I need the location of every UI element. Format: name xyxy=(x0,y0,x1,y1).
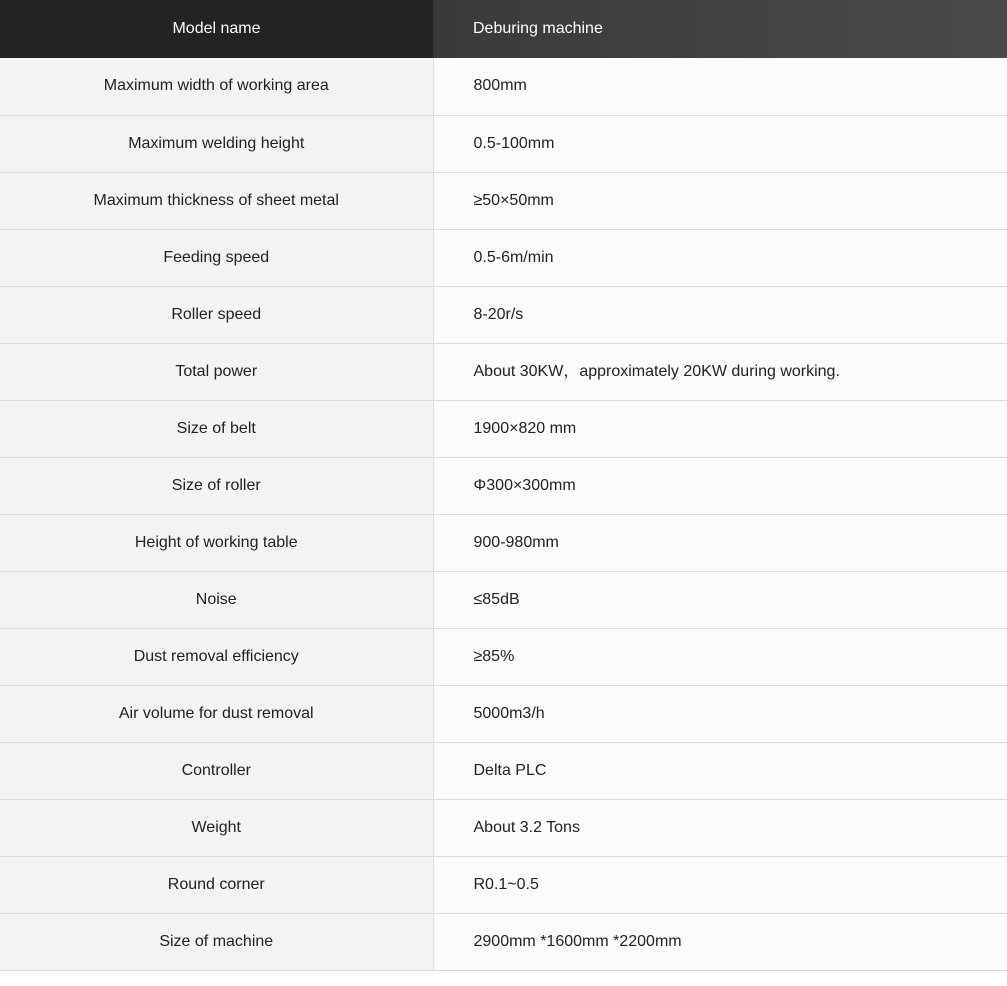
header-model-value: Deburing machine xyxy=(433,0,1007,58)
row-label: Size of belt xyxy=(0,400,433,457)
row-label: Controller xyxy=(0,742,433,799)
row-value: 800mm xyxy=(433,58,1007,115)
table-row xyxy=(0,286,1007,343)
row-label: Feeding speed xyxy=(0,229,433,286)
row-label: Maximum thickness of sheet metal xyxy=(0,172,433,229)
table-row xyxy=(0,58,1007,115)
row-label: Round corner xyxy=(0,856,433,913)
row-label: Noise xyxy=(0,571,433,628)
row-label: Size of roller xyxy=(0,457,433,514)
table-row xyxy=(0,457,1007,514)
row-label: Maximum welding height xyxy=(0,115,433,172)
table-row xyxy=(0,115,1007,172)
row-value: ≤85dB xyxy=(433,571,1007,628)
row-value: Delta PLC xyxy=(433,742,1007,799)
row-value: Φ300×300mm xyxy=(433,457,1007,514)
table-row xyxy=(0,856,1007,913)
row-value: 0.5-6m/min xyxy=(433,229,1007,286)
row-value: About 3.2 Tons xyxy=(433,799,1007,856)
table-row xyxy=(0,571,1007,628)
table-row xyxy=(0,628,1007,685)
row-value: 1900×820 mm xyxy=(433,400,1007,457)
table-row xyxy=(0,742,1007,799)
row-value: 8-20r/s xyxy=(433,286,1007,343)
table-row xyxy=(0,913,1007,970)
row-value: 900-980mm xyxy=(433,514,1007,571)
row-value: R0.1~0.5 xyxy=(433,856,1007,913)
header-model-name: Model name xyxy=(0,0,433,58)
row-label: Size of machine xyxy=(0,913,433,970)
row-label: Roller speed xyxy=(0,286,433,343)
row-label: Height of working table xyxy=(0,514,433,571)
row-value: About 30KW，approximately 20KW during working. xyxy=(433,343,1007,400)
table-row xyxy=(0,799,1007,856)
row-value: 2900mm *1600mm *2200mm xyxy=(433,913,1007,970)
table-row xyxy=(0,400,1007,457)
row-value: ≥85% xyxy=(433,628,1007,685)
row-label: Maximum width of working area xyxy=(0,58,433,115)
row-label: Dust removal efficiency xyxy=(0,628,433,685)
table-row xyxy=(0,343,1007,400)
table-row xyxy=(0,172,1007,229)
row-label: Weight xyxy=(0,799,433,856)
table-row xyxy=(0,685,1007,742)
table-header-row xyxy=(0,0,1007,58)
row-value: 5000m3/h xyxy=(433,685,1007,742)
row-value: ≥50×50mm xyxy=(433,172,1007,229)
table-row xyxy=(0,229,1007,286)
table-row xyxy=(0,514,1007,571)
row-label: Air volume for dust removal xyxy=(0,685,433,742)
row-label: Total power xyxy=(0,343,433,400)
row-value: 0.5-100mm xyxy=(433,115,1007,172)
